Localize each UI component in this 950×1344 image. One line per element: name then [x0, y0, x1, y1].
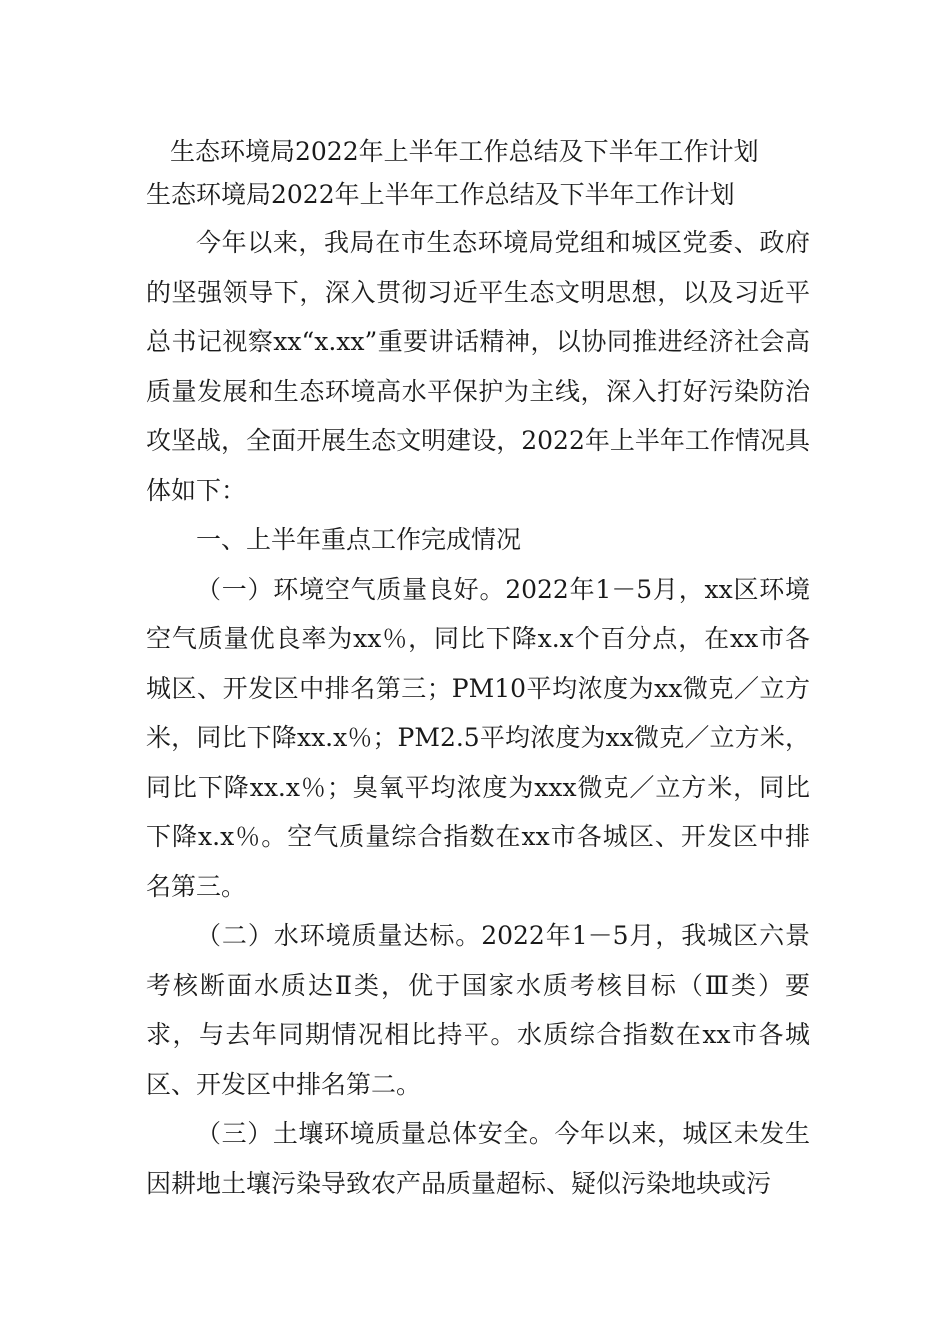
- water-quality-paragraph: （二）水环境质量达标。2022年1－5月，我城区六景考核断面水质达Ⅱ类，优于国家水质考核目标（Ⅲ类）要求，与去年同期情况相比持平。水质综合指数在xx市各城区、开发区中排名第二。: [146, 921, 810, 1099]
- intro-paragraph: 今年以来，我局在市生态环境局党组和城区党委、政府的坚强领导下，深入贯彻习近平生态文明思想，以及习近平总书记视察xx“x.xx”重要讲话精神，以协同推进经济社会高质量发展和生态环境高水平保护为主线，深入打好污染防治攻坚战，全面开展生态文明建设，2022年上半年工作情况具体如下：: [146, 228, 810, 505]
- document-title: 生态环境局2022年上半年工作总结及下半年工作计划: [170, 137, 759, 166]
- section-heading: 一、上半年重点工作完成情况: [196, 525, 522, 554]
- soil-quality-paragraph: （三）土壤环境质量总体安全。今年以来，城区未发生因耕地土壤污染导致农产品质量超标、疑似污染地块或污: [146, 1119, 810, 1198]
- air-quality-paragraph: （一）环境空气质量良好。2022年1－5月，xx区环境空气质量优良率为xx％，同比下降x.x个百分点，在xx市各城区、开发区中排名第三；PM10平均浓度为xx微克／立方米，同比下降xx.x％；PM2.5平均浓度为xx微克／立方米，同比下降xx.x％；臭氧平均浓度为xxx微克／立方米，同比下降x.x％。空气质量综合指数在xx市各城区、开发区中排名第三。: [146, 574, 810, 901]
- document-body: [146, 130, 810, 1208]
- document-title-repeat: 生态环境局2022年上半年工作总结及下半年工作计划: [146, 180, 735, 209]
